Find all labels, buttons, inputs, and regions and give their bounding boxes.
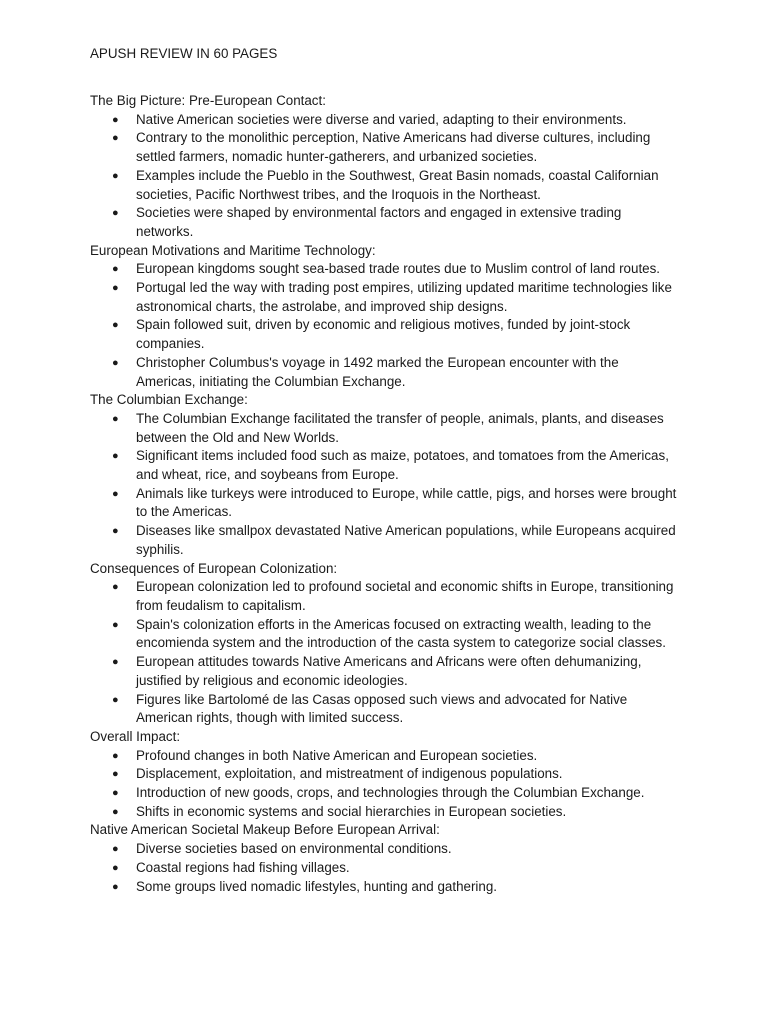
bullet-list: [90, 578, 690, 728]
bullet-dot-icon: ●: [112, 581, 119, 594]
section: [90, 728, 690, 822]
bullet-item: [90, 260, 681, 279]
bullet-item: [90, 129, 681, 166]
bullet-item: [90, 784, 681, 803]
bullet-item: [90, 878, 681, 897]
document-title: APUSH REVIEW IN 60 PAGES: [90, 46, 278, 61]
bullet-item: [90, 204, 681, 241]
bullet-dot-icon: ●: [112, 487, 119, 500]
bullet-text: Displacement, exploitation, and mistreatment of indigenous populations.: [136, 766, 563, 782]
section-heading: European Motivations and Maritime Technology:: [90, 242, 376, 258]
bullet-text: European attitudes towards Native Americans and Africans were often dehumanizing, justified by religious and economic ideologies.: [136, 654, 642, 688]
bullet-item: [90, 578, 681, 615]
bullet-text: Figures like Bartolomé de las Casas opposed such views and advocated for Native American rights, though with limited success.: [136, 691, 628, 726]
bullet-dot-icon: ●: [112, 282, 119, 295]
bullet-text: Coastal regions had fishing villages.: [136, 859, 350, 875]
bullet-text: Native American societies were diverse and varied, adapting to their environments.: [136, 111, 627, 127]
bullet-dot-icon: ●: [112, 169, 119, 182]
bullet-dot-icon: ●: [112, 356, 119, 369]
bullet-dot-icon: ●: [112, 207, 119, 220]
bullet-dot-icon: ●: [112, 113, 119, 126]
bullet-text: European colonization led to profound societal and economic shifts in Europe, transitioning from feudalism to capitalism.: [136, 579, 674, 613]
bullet-dot-icon: ●: [112, 618, 119, 631]
bullet-text: Animals like turkeys were introduced to Europe, while cattle, pigs, and horses were brought to the Americas.: [136, 485, 677, 520]
bullet-item: [90, 747, 681, 766]
bullet-dot-icon: ●: [112, 263, 119, 276]
bullet-dot-icon: ●: [112, 319, 119, 332]
bullet-dot-icon: ●: [112, 656, 119, 669]
bullet-item: [90, 316, 681, 353]
bullet-text: Societies were shaped by environmental factors and engaged in extensive trading networks.: [136, 205, 622, 239]
bullet-text: The Columbian Exchange facilitated the transfer of people, animals, plants, and diseases between the Old and New Worlds.: [136, 410, 664, 445]
bullet-text: Diverse societies based on environmental conditions.: [136, 841, 452, 857]
bullet-dot-icon: ●: [112, 843, 119, 856]
bullet-text: Introduction of new goods, crops, and technologies through the Columbian Exchange.: [136, 785, 645, 801]
section: [90, 92, 690, 242]
bullet-dot-icon: ●: [112, 450, 119, 463]
bullet-text: Portugal led the way with trading post empires, utilizing updated maritime technologies like astronomical charts, the astrolabe, and improved ship designs.: [136, 280, 672, 314]
bullet-dot-icon: ●: [112, 880, 119, 893]
bullet-list: [90, 260, 690, 391]
bullet-dot-icon: ●: [112, 693, 119, 706]
bullet-dot-icon: ●: [112, 412, 119, 425]
section: [90, 560, 690, 728]
bullet-text: Diseases like smallpox devastated Native American populations, while Europeans acquired syphilis.: [136, 523, 676, 557]
bullet-list: [90, 840, 690, 896]
bullet-item: [90, 653, 681, 690]
bullet-dot-icon: ●: [112, 525, 119, 538]
bullet-dot-icon: ●: [112, 749, 119, 762]
section: [90, 242, 690, 392]
bullet-item: [90, 803, 681, 822]
section-heading: The Big Picture: Pre-European Contact:: [90, 93, 326, 108]
bullet-dot-icon: ●: [112, 787, 119, 800]
bullet-list: [90, 111, 690, 242]
bullet-item: [90, 616, 681, 653]
section: [90, 821, 690, 896]
bullet-item: [90, 691, 681, 728]
bullet-text: European kingdoms sought sea-based trade routes due to Muslim control of land routes.: [136, 261, 661, 277]
bullet-text: Significant items included food such as maize, potatoes, and tomatoes from the Americas, and wheat, rice, and soybeans from Europe.: [136, 448, 669, 483]
bullet-item: [90, 859, 681, 878]
bullet-item: [90, 167, 681, 204]
bullet-text: Examples include the Pueblo in the Southwest, Great Basin nomads, coastal Californian societies, Pacific Northwest tribes, and the Iroquois in the Northeast.: [136, 167, 659, 202]
document-body: [90, 92, 690, 896]
bullet-item: [90, 765, 681, 784]
section: [90, 391, 690, 559]
bullet-item: [90, 410, 681, 447]
bullet-item: [90, 447, 681, 484]
section-heading: The Columbian Exchange:: [90, 392, 248, 408]
bullet-text: Shifts in economic systems and social hierarchies in European societies.: [136, 803, 567, 819]
bullet-item: [90, 354, 681, 391]
section-heading: Overall Impact:: [90, 728, 181, 744]
bullet-text: Contrary to the monolithic perception, Native Americans had diverse cultures, including settled farmers, nomadic hunter-gatherers, and urbanized societies.: [136, 130, 651, 165]
bullet-text: Christopher Columbus's voyage in 1492 marked the European encounter with the Americas, initiating the Columbian Exchange.: [136, 354, 619, 389]
bullet-dot-icon: ●: [112, 132, 119, 145]
bullet-item: [90, 111, 681, 130]
section-heading: Native American Societal Makeup Before European Arrival:: [90, 822, 440, 838]
bullet-item: [90, 279, 681, 316]
bullet-item: [90, 485, 681, 522]
bullet-text: Spain followed suit, driven by economic and religious motives, funded by joint-stock companies.: [136, 317, 631, 352]
bullet-text: Some groups lived nomadic lifestyles, hunting and gathering.: [136, 878, 498, 894]
bullet-text: Profound changes in both Native American and European societies.: [136, 747, 538, 763]
bullet-list: [90, 747, 690, 822]
bullet-item: [90, 840, 681, 859]
bullet-dot-icon: ●: [112, 861, 119, 874]
section-heading: Consequences of European Colonization:: [90, 560, 338, 576]
bullet-text: Spain's colonization efforts in the Americas focused on extracting wealth, leading to the encomienda system and the introduction of the casta system to categorize social classes.: [136, 616, 666, 651]
bullet-list: [90, 410, 690, 560]
bullet-dot-icon: ●: [112, 805, 119, 818]
bullet-dot-icon: ●: [112, 768, 119, 781]
bullet-item: [90, 522, 681, 559]
